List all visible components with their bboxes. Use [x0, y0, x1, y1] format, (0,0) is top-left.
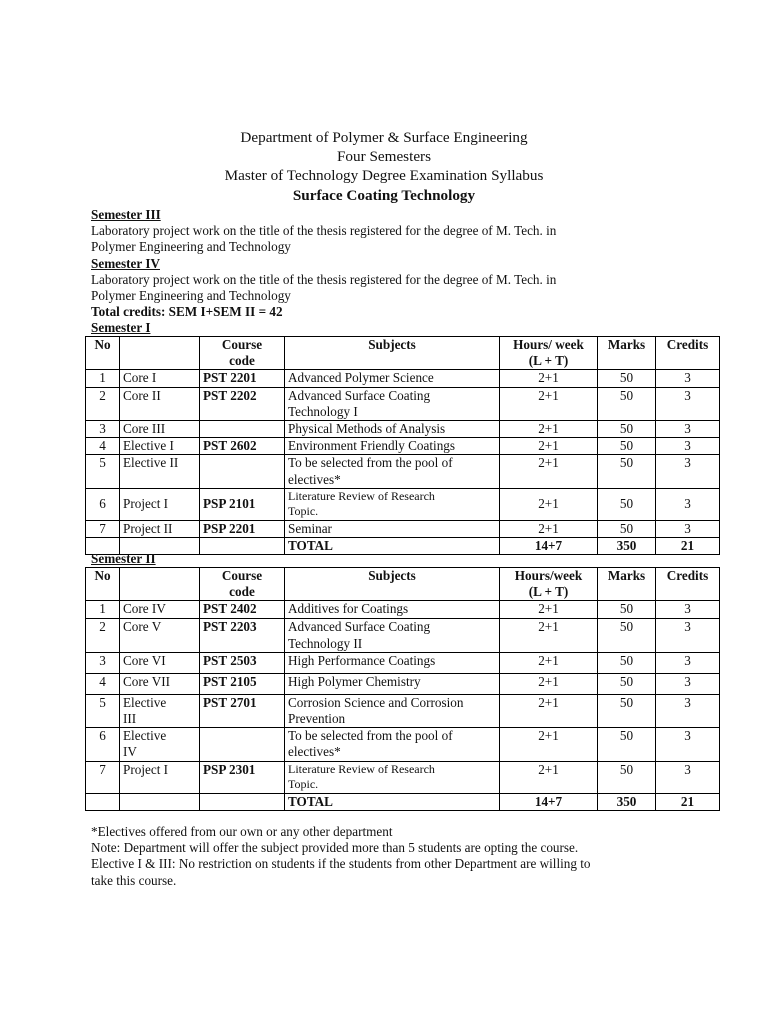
cell-marks: 50: [598, 438, 656, 455]
cell-credits: 3: [656, 728, 720, 761]
cell-subject: Physical Methods of Analysis: [285, 421, 500, 438]
cell-type: Core V: [120, 619, 200, 652]
total-credits: Total credits: SEM I+SEM II = 42: [91, 304, 283, 320]
cell-marks: 50: [598, 387, 656, 420]
cell-marks: 50: [598, 488, 656, 520]
cell-code: PST 2201: [200, 370, 285, 387]
cell-subject-line: electives*: [288, 744, 341, 760]
cell-subject: [285, 488, 500, 520]
header-subjects: Subjects: [285, 568, 500, 601]
table-row: [86, 601, 720, 619]
cell-code: [200, 455, 285, 488]
header-blank: [120, 568, 200, 601]
header-marks: Marks: [598, 337, 656, 370]
program-title: Surface Coating Technology: [292, 186, 476, 204]
table-header-row: [86, 337, 720, 370]
table-row: [86, 619, 720, 652]
table-row: [86, 652, 720, 673]
cell-subject: Seminar: [285, 520, 500, 537]
cell-blank: [200, 538, 285, 555]
cell-type: Elective I: [120, 438, 200, 455]
cell-subject-line: Literature Review of Research: [288, 761, 435, 776]
cell-no: 2: [86, 619, 120, 652]
cell-hours: 2+1: [500, 455, 598, 488]
cell-code: PSP 2101: [200, 488, 285, 520]
cell-hours: 2+1: [500, 520, 598, 537]
semester-2-title: Semester II: [91, 551, 156, 566]
cell-blank: [200, 793, 285, 810]
semester-1-table: [85, 336, 720, 555]
document-header: [0, 128, 768, 205]
header-hours-line: (L + T): [528, 353, 569, 369]
cell-type: [120, 694, 200, 727]
header-marks: Marks: [598, 568, 656, 601]
cell-credits: 3: [656, 520, 720, 537]
cell-no: 7: [86, 761, 120, 793]
cell-credits: 3: [656, 673, 720, 694]
cell-code: [200, 421, 285, 438]
header-course-code: [200, 568, 285, 601]
table-row: [86, 387, 720, 420]
cell-marks: 50: [598, 761, 656, 793]
cell-no: 5: [86, 455, 120, 488]
cell-marks: 50: [598, 728, 656, 761]
cell-no: 1: [86, 601, 120, 619]
cell-no: 6: [86, 728, 120, 761]
table-row: [86, 728, 720, 761]
cell-type: Core VI: [120, 652, 200, 673]
cell-no: 3: [86, 652, 120, 673]
cell-subject-line: Technology I: [288, 403, 358, 419]
cell-type: Core IV: [120, 601, 200, 619]
cell-subject: [285, 455, 500, 488]
cell-subject: [285, 387, 500, 420]
total-credits: 21: [656, 538, 720, 555]
cell-blank: [120, 793, 200, 810]
total-label: TOTAL: [285, 538, 500, 555]
header-no: No: [86, 568, 120, 601]
cell-subject: Advanced Polymer Science: [285, 370, 500, 387]
table-row: [86, 370, 720, 387]
semester-4-title: Semester IV: [91, 255, 160, 271]
cell-marks: 50: [598, 694, 656, 727]
cell-subject-line: Prevention: [288, 711, 346, 727]
cell-marks: 50: [598, 520, 656, 537]
cell-marks: 50: [598, 673, 656, 694]
cell-code: PST 2602: [200, 438, 285, 455]
cell-hours: 2+1: [500, 438, 598, 455]
total-hours: 14+7: [500, 538, 598, 555]
cell-type: Core II: [120, 387, 200, 420]
cell-marks: 50: [598, 619, 656, 652]
cell-subject-line: electives*: [288, 471, 341, 487]
cell-hours: 2+1: [500, 370, 598, 387]
semester-3-title: Semester III: [91, 207, 161, 222]
header-no: No: [86, 337, 120, 370]
cell-type: Core III: [120, 421, 200, 438]
header-credits: Credits: [656, 337, 720, 370]
cell-credits: 3: [656, 652, 720, 673]
cell-credits: 3: [656, 421, 720, 438]
cell-no: 1: [86, 370, 120, 387]
header-blank: [120, 337, 200, 370]
cell-code: PST 2202: [200, 387, 285, 420]
header-course-code: [200, 337, 285, 370]
cell-hours: 2+1: [500, 421, 598, 438]
cell-credits: 3: [656, 601, 720, 619]
cell-credits: 3: [656, 455, 720, 488]
cell-no: 5: [86, 694, 120, 727]
cell-credits: 3: [656, 387, 720, 420]
cell-hours: 2+1: [500, 619, 598, 652]
semester-4-text-line: Laboratory project work on the title of the thesis registered for the degree of M. Tech. in: [91, 271, 557, 287]
cell-type-line: III: [123, 711, 137, 727]
cell-credits: 3: [656, 761, 720, 793]
table-row: [86, 761, 720, 793]
header-hours: [500, 568, 598, 601]
table-row: [86, 421, 720, 438]
cell-no: 7: [86, 520, 120, 537]
table-row: [86, 673, 720, 694]
intro-section: [91, 207, 691, 337]
cell-credits: 3: [656, 438, 720, 455]
semester-1-title: Semester I: [91, 320, 151, 336]
table-header-row: [86, 568, 720, 601]
total-label: TOTAL: [285, 793, 500, 810]
cell-type: Project I: [120, 488, 200, 520]
header-course-code-line: Course: [221, 337, 263, 352]
cell-subject-line: Corrosion Science and Corrosion: [288, 694, 464, 710]
table-row: [86, 520, 720, 537]
cell-marks: 50: [598, 370, 656, 387]
cell-credits: 3: [656, 619, 720, 652]
cell-marks: 50: [598, 455, 656, 488]
cell-marks: 50: [598, 421, 656, 438]
cell-hours: 2+1: [500, 761, 598, 793]
cell-code: PST 2503: [200, 652, 285, 673]
cell-hours: 2+1: [500, 673, 598, 694]
semester-2-table: [85, 567, 720, 811]
header-hours-line: (L + T): [528, 584, 569, 600]
cell-subject: High Performance Coatings: [285, 652, 500, 673]
cell-no: 6: [86, 488, 120, 520]
cell-no: 4: [86, 438, 120, 455]
cell-code: PST 2203: [200, 619, 285, 652]
cell-subject: High Polymer Chemistry: [285, 673, 500, 694]
header-hours-line: Hours/ week: [513, 337, 584, 352]
cell-hours: 2+1: [500, 652, 598, 673]
footnote-line: *Electives offered from our own or any other department: [91, 824, 393, 839]
department-title: Department of Polymer & Surface Engineering: [240, 129, 528, 146]
cell-type-line: Elective: [123, 728, 167, 744]
cell-hours: 2+1: [500, 601, 598, 619]
cell-subject: Additives for Coatings: [285, 601, 500, 619]
total-credits: 21: [656, 793, 720, 810]
cell-subject-line: Technology II: [288, 635, 363, 651]
cell-credits: 3: [656, 694, 720, 727]
header-course-code-line: code: [229, 584, 255, 600]
total-marks: 350: [598, 793, 656, 810]
cell-code: PST 2105: [200, 673, 285, 694]
cell-type-line: IV: [123, 744, 137, 760]
cell-type: Project II: [120, 520, 200, 537]
semester-3-text-line: Laboratory project work on the title of the thesis registered for the degree of M. Tech. in: [91, 223, 557, 239]
table-row: [86, 488, 720, 520]
cell-code: PST 2402: [200, 601, 285, 619]
cell-type: Project I: [120, 761, 200, 793]
cell-subject: Environment Friendly Coatings: [285, 438, 500, 455]
table-row: [86, 455, 720, 488]
cell-subject: [285, 728, 500, 761]
cell-subject-line: Advanced Surface Coating: [288, 387, 431, 403]
cell-type: Core VII: [120, 673, 200, 694]
cell-code: [200, 728, 285, 761]
footnote-line: Elective I & III: No restriction on students if the students from other Department are willing to: [91, 856, 591, 872]
cell-no: 3: [86, 421, 120, 438]
cell-subject-line: Topic.: [288, 776, 319, 791]
footnote-line: Note: Department will offer the subject provided more than 5 students are opting the course.: [91, 840, 579, 856]
cell-subject-line: To be selected from the pool of: [288, 455, 453, 471]
cell-type: Core I: [120, 370, 200, 387]
cell-no: 2: [86, 387, 120, 420]
semester-4-text-line: Polymer Engineering and Technology: [91, 288, 291, 304]
cell-type: Elective II: [120, 455, 200, 488]
header-credits: Credits: [656, 568, 720, 601]
cell-code: PSP 2201: [200, 520, 285, 537]
cell-type-line: Elective: [123, 694, 167, 710]
cell-type: [120, 728, 200, 761]
header-course-code-line: code: [229, 353, 255, 369]
header-hours: [500, 337, 598, 370]
cell-code: PSP 2301: [200, 761, 285, 793]
total-hours: 14+7: [500, 793, 598, 810]
cell-subject: [285, 761, 500, 793]
cell-hours: 2+1: [500, 728, 598, 761]
total-marks: 350: [598, 538, 656, 555]
cell-hours: 2+1: [500, 387, 598, 420]
header-hours-line: Hours/week: [514, 568, 583, 583]
cell-subject: [285, 619, 500, 652]
cell-no: 4: [86, 673, 120, 694]
cell-subject-line: Advanced Surface Coating: [288, 619, 431, 635]
degree-title: Master of Technology Degree Examination Syllabus: [224, 167, 544, 185]
cell-marks: 50: [598, 601, 656, 619]
table-row: [86, 694, 720, 727]
cell-subject-line: Literature Review of Research: [288, 488, 435, 503]
table-total-row: [86, 538, 720, 555]
cell-subject-line: To be selected from the pool of: [288, 728, 453, 744]
cell-hours: 2+1: [500, 694, 598, 727]
cell-credits: 3: [656, 488, 720, 520]
semester-3-text-line: Polymer Engineering and Technology: [91, 239, 291, 255]
footnotes: [91, 824, 731, 889]
header-subjects: Subjects: [285, 337, 500, 370]
table-total-row: [86, 793, 720, 810]
semesters-title: Four Semesters: [336, 148, 432, 166]
cell-marks: 50: [598, 652, 656, 673]
header-course-code-line: Course: [221, 568, 263, 583]
cell-blank: [86, 793, 120, 810]
cell-subject: [285, 694, 500, 727]
cell-credits: 3: [656, 370, 720, 387]
cell-code: PST 2701: [200, 694, 285, 727]
cell-subject-line: Topic.: [288, 503, 319, 518]
footnote-line: take this course.: [91, 872, 177, 888]
table-row: [86, 438, 720, 455]
cell-hours: 2+1: [500, 488, 598, 520]
